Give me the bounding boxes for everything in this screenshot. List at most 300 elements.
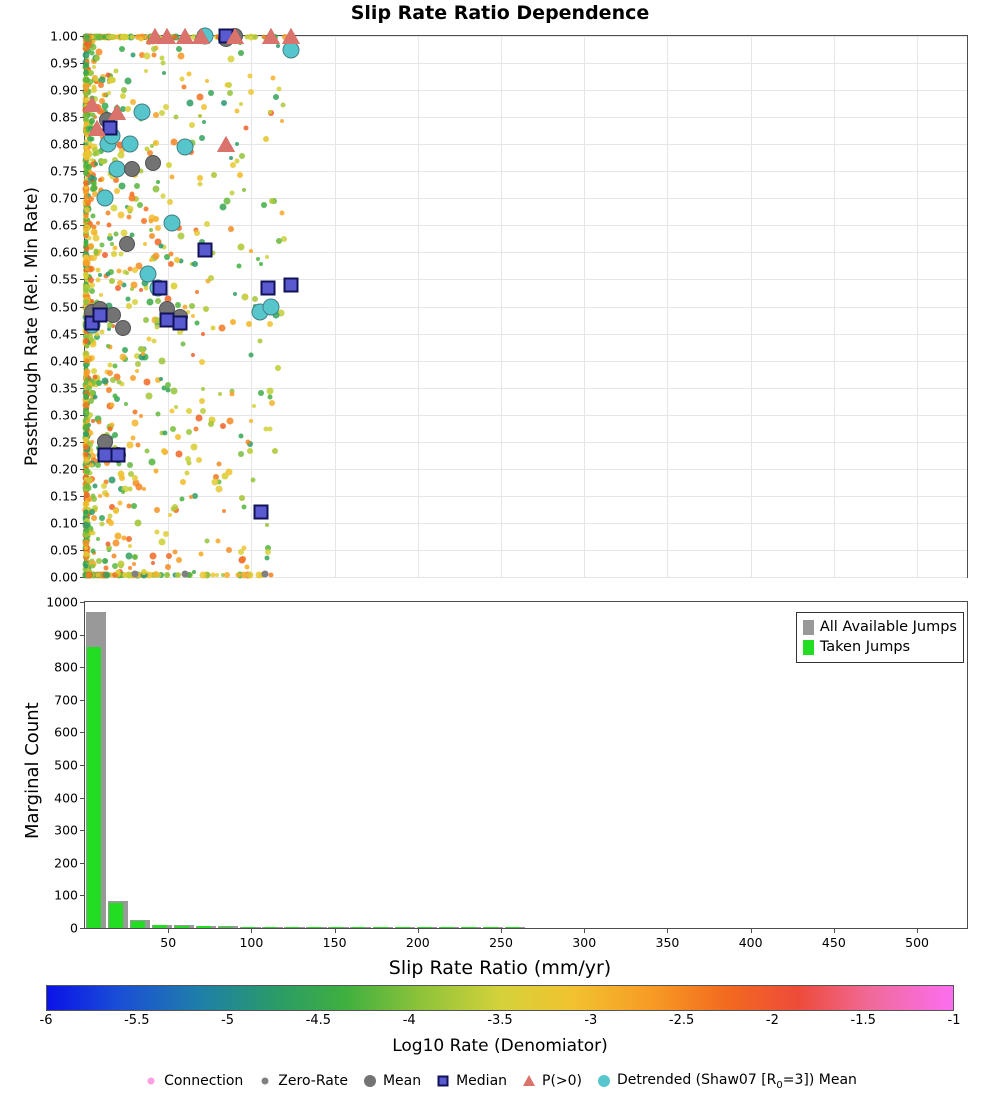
connection-point xyxy=(176,46,182,52)
connection-point xyxy=(92,65,96,69)
y-tick-mark xyxy=(80,928,84,929)
connection-point xyxy=(158,358,165,365)
y-tick-mark xyxy=(80,36,84,37)
connection-point xyxy=(99,293,103,297)
p-gt-zero-marker xyxy=(262,28,280,44)
connection-point xyxy=(208,421,214,427)
connection-point xyxy=(202,120,206,124)
mean-marker xyxy=(145,155,161,171)
connection-point xyxy=(175,302,181,308)
connection-point xyxy=(113,508,119,514)
connection-point xyxy=(139,414,143,418)
connection-point xyxy=(85,377,89,381)
histogram-y-tick-label: 600 xyxy=(54,724,78,740)
connection-point xyxy=(130,232,135,237)
connection-point xyxy=(196,457,202,463)
connection-point xyxy=(98,178,102,182)
histogram-bar-taken-jumps xyxy=(506,927,520,928)
connection-point xyxy=(114,188,120,194)
connection-point xyxy=(164,572,170,578)
connection-point xyxy=(166,553,172,559)
connection-point xyxy=(192,261,198,267)
scatter-y-tick-label: 0.30 xyxy=(50,407,78,423)
connection-point xyxy=(252,296,258,302)
connection-point xyxy=(84,34,90,40)
histogram-x-tick-label: 400 xyxy=(738,935,763,950)
connection-point xyxy=(110,402,115,407)
connection-point xyxy=(171,282,178,289)
y-tick-mark xyxy=(80,700,84,701)
connection-point xyxy=(228,226,234,232)
scatter-y-tick-label: 0.15 xyxy=(50,488,78,504)
connection-point xyxy=(235,109,240,114)
scatter-y-tick-label: 0.40 xyxy=(50,353,78,369)
connection-point xyxy=(117,561,124,568)
connection-point xyxy=(90,229,97,236)
connection-point xyxy=(210,325,215,330)
histogram-x-tick-label: 250 xyxy=(489,935,513,950)
connection-point xyxy=(141,218,147,224)
connection-point xyxy=(191,314,195,318)
connection-point xyxy=(112,553,117,558)
connection-point xyxy=(242,505,247,510)
connection-point xyxy=(152,185,159,192)
y-tick-mark xyxy=(80,388,84,389)
connection-point xyxy=(84,139,88,143)
connection-point xyxy=(84,483,90,489)
connection-point xyxy=(154,507,160,513)
connection-point xyxy=(195,290,199,294)
connection-point xyxy=(96,572,101,577)
connection-point xyxy=(238,50,244,56)
connection-point xyxy=(175,451,182,458)
connection-point xyxy=(112,540,119,547)
connection-point xyxy=(244,126,249,131)
connection-point xyxy=(176,557,182,563)
connection-point xyxy=(159,539,166,546)
connection-point xyxy=(162,430,167,435)
connection-point xyxy=(143,207,148,212)
y-tick-mark xyxy=(80,602,84,603)
connection-point xyxy=(86,419,90,423)
connection-point xyxy=(201,332,205,336)
y-tick-mark xyxy=(80,895,84,896)
connection-point xyxy=(187,100,194,107)
scatter-y-tick-label: 0.45 xyxy=(50,326,78,342)
connection-point xyxy=(105,492,110,497)
histogram-bar-taken-jumps xyxy=(87,647,101,928)
connection-point xyxy=(275,365,281,371)
connection-point xyxy=(132,267,138,273)
connection-point xyxy=(271,75,276,80)
connection-point xyxy=(122,347,128,353)
connection-point xyxy=(83,401,90,408)
connection-point xyxy=(96,267,101,272)
connection-point xyxy=(276,86,281,91)
connection-point xyxy=(160,193,165,198)
p-gt-zero-marker xyxy=(158,28,176,44)
histogram-x-tick-label: 100 xyxy=(239,935,264,950)
connection-point xyxy=(217,462,222,467)
scatter-y-tick-label: 0.65 xyxy=(50,217,78,233)
legend-label: Median xyxy=(456,1073,508,1090)
connection-point xyxy=(238,451,244,457)
connection-point xyxy=(90,494,95,499)
zero-rate-marker xyxy=(181,571,188,578)
connection-point xyxy=(218,392,222,396)
connection-point xyxy=(153,112,159,118)
connection-point xyxy=(248,353,253,358)
y-tick-mark xyxy=(80,469,84,470)
connection-point xyxy=(216,485,223,492)
colorbar-tick-label: -1 xyxy=(947,1013,961,1028)
p-gt-zero-marker xyxy=(83,96,101,112)
y-tick-mark xyxy=(80,415,84,416)
connection-point xyxy=(279,211,284,216)
connection-point xyxy=(272,448,278,454)
connection-point xyxy=(132,562,136,566)
connection-point xyxy=(96,34,102,40)
connection-point xyxy=(151,46,157,52)
connection-point xyxy=(138,36,143,41)
connection-point xyxy=(97,420,102,425)
legend-swatch xyxy=(803,620,814,635)
connection-point xyxy=(134,183,140,189)
connection-point xyxy=(112,393,117,398)
connection-point xyxy=(240,556,246,562)
connection-point xyxy=(168,513,172,517)
connection-point xyxy=(222,473,229,480)
histogram-y-tick-label: 0 xyxy=(70,920,78,936)
connection-point xyxy=(126,536,132,542)
connection-point xyxy=(222,509,226,513)
connection-point xyxy=(91,564,96,569)
connection-point xyxy=(211,479,218,486)
connection-point xyxy=(89,509,95,515)
histogram-x-tick-label: 500 xyxy=(905,935,929,950)
connection-point xyxy=(91,419,95,423)
connection-point xyxy=(221,100,227,106)
connection-point xyxy=(154,469,159,474)
connection-point xyxy=(137,202,143,208)
x-tick-mark xyxy=(917,928,918,933)
connection-point xyxy=(117,268,122,273)
mean-marker xyxy=(115,320,131,336)
connection-point xyxy=(98,273,102,277)
connection-point xyxy=(85,571,92,578)
scatter-y-tick-label: 0.80 xyxy=(50,136,78,152)
scatter-y-tick-label: 0.20 xyxy=(50,461,78,477)
connection-point xyxy=(127,462,133,468)
connection-point xyxy=(84,468,90,474)
connection-point xyxy=(141,352,145,356)
connection-point xyxy=(187,460,192,465)
connection-point xyxy=(112,364,117,369)
connection-point xyxy=(198,114,202,118)
connection-point xyxy=(171,506,176,511)
scatter-y-tick-label: 0.10 xyxy=(50,515,78,531)
connection-point xyxy=(163,104,169,110)
connection-point xyxy=(129,34,134,39)
p-gt-zero-marker xyxy=(192,28,210,44)
marker-legend xyxy=(0,1072,1000,1091)
connection-point xyxy=(83,368,90,375)
colorbar-tick-label: -1.5 xyxy=(850,1013,876,1028)
connection-point xyxy=(83,42,88,47)
connection-point xyxy=(245,439,250,444)
histogram-bar-taken-jumps xyxy=(352,927,366,928)
connection-point xyxy=(84,239,89,244)
connection-point xyxy=(135,484,142,491)
connection-point xyxy=(153,571,159,577)
connection-point xyxy=(246,321,252,327)
connection-point xyxy=(83,444,89,450)
legend-label: Detrended (Shaw07 $[R_0=3]$) Mean xyxy=(617,1072,857,1091)
connection-point xyxy=(99,243,104,248)
y-tick-mark xyxy=(80,667,84,668)
connection-point xyxy=(96,221,100,225)
connection-point xyxy=(143,53,150,60)
connection-point xyxy=(235,159,240,164)
connection-point xyxy=(205,538,210,543)
connection-point xyxy=(96,278,101,283)
connection-point xyxy=(249,249,253,253)
histogram-bar-taken-jumps xyxy=(440,927,454,928)
scatter-y-tick-label: 0.70 xyxy=(50,190,78,206)
connection-point xyxy=(201,387,205,391)
connection-point xyxy=(211,172,217,178)
histogram-bar-taken-jumps xyxy=(219,927,233,928)
legend-label: Connection xyxy=(164,1073,244,1090)
connection-point xyxy=(268,572,273,577)
connection-point xyxy=(106,387,112,393)
histogram-bar-taken-jumps xyxy=(286,927,300,928)
legend-item xyxy=(362,1073,421,1089)
connection-point xyxy=(170,387,177,394)
connection-point xyxy=(239,153,245,159)
connection-point xyxy=(94,55,100,61)
connection-point xyxy=(173,549,178,554)
histogram-x-tick-label: 300 xyxy=(572,935,597,950)
connection-point xyxy=(265,555,270,560)
connection-point xyxy=(136,442,141,447)
colorbar-axis-label: Log10 Rate (Denomiator) xyxy=(392,1036,608,1056)
y-tick-mark xyxy=(80,863,84,864)
connection-point xyxy=(153,252,160,259)
connection-point xyxy=(125,106,131,112)
connection-point xyxy=(250,477,255,482)
median-marker xyxy=(152,280,167,295)
connection-point xyxy=(258,338,263,343)
connection-point xyxy=(169,408,174,413)
scatter-y-tick-label: 1.00 xyxy=(50,28,78,44)
connection-point xyxy=(226,418,233,425)
connection-point xyxy=(125,77,132,84)
connection-point xyxy=(118,500,123,505)
connection-point xyxy=(186,408,192,414)
legend-item xyxy=(803,637,957,657)
connection-point xyxy=(111,251,117,257)
p-gt-zero-marker xyxy=(282,28,300,44)
connection-point xyxy=(198,551,203,556)
connection-point xyxy=(199,398,205,404)
connection-point xyxy=(196,415,203,422)
connection-point xyxy=(247,448,253,454)
connection-point xyxy=(152,52,157,57)
scatter-y-tick-label: 0.05 xyxy=(50,542,78,558)
connection-point xyxy=(248,89,254,95)
connection-point xyxy=(180,342,185,347)
connection-point xyxy=(263,136,269,142)
p-gt-zero-marker xyxy=(108,104,126,120)
y-tick-mark xyxy=(80,523,84,524)
connection-point-cloud xyxy=(85,36,967,577)
scatter-y-tick-label: 0.85 xyxy=(50,109,78,125)
connection-point xyxy=(144,286,149,291)
legend-marker xyxy=(362,1073,378,1089)
connection-point xyxy=(90,548,95,553)
connection-point xyxy=(230,319,236,325)
connection-point xyxy=(268,395,273,400)
connection-point xyxy=(94,162,98,166)
connection-point xyxy=(168,252,173,257)
connection-point xyxy=(191,443,198,450)
connection-point xyxy=(129,191,134,196)
connection-point xyxy=(99,515,105,521)
colorbar-tick-label: -6 xyxy=(39,1013,53,1028)
connection-point xyxy=(83,425,90,432)
connection-point xyxy=(200,571,207,578)
connection-point xyxy=(121,490,125,494)
y-tick-mark xyxy=(80,830,84,831)
connection-point xyxy=(84,199,88,203)
connection-point xyxy=(112,245,117,250)
connection-point xyxy=(189,122,195,128)
connection-point xyxy=(83,214,88,219)
circle-icon xyxy=(148,1078,155,1085)
connection-point xyxy=(153,216,159,222)
median-marker xyxy=(254,505,269,520)
connection-point xyxy=(199,359,205,365)
colorbar-tick-label: -2 xyxy=(765,1013,779,1028)
connection-point xyxy=(151,561,155,565)
connection-point xyxy=(83,189,89,195)
connection-point xyxy=(90,158,94,162)
connection-point xyxy=(247,571,254,578)
connection-point xyxy=(261,202,267,208)
connection-point xyxy=(105,210,110,215)
connection-point xyxy=(219,325,226,332)
connection-point xyxy=(269,198,275,204)
connection-point xyxy=(89,430,94,435)
connection-point xyxy=(84,343,89,348)
connection-point xyxy=(227,90,233,96)
connection-point xyxy=(132,299,138,305)
connection-point xyxy=(107,91,111,95)
histogram-bar-taken-jumps xyxy=(462,927,476,928)
x-tick-mark xyxy=(335,928,336,933)
connection-point xyxy=(163,531,169,537)
connection-point xyxy=(84,491,88,495)
histogram-x-tick-label: 150 xyxy=(322,935,347,950)
connection-point xyxy=(98,82,104,88)
connection-point xyxy=(130,99,136,105)
histogram-y-tick-label: 800 xyxy=(54,659,78,675)
connection-point xyxy=(197,175,203,181)
connection-point xyxy=(237,263,242,268)
connection-point xyxy=(141,569,147,575)
connection-point xyxy=(239,495,245,501)
zero-rate-marker xyxy=(131,571,138,578)
connection-point xyxy=(230,190,235,195)
connection-point xyxy=(153,140,159,146)
connection-point xyxy=(233,292,237,296)
y-tick-mark xyxy=(80,798,84,799)
connection-point xyxy=(174,405,178,409)
gridline-horizontal xyxy=(85,577,967,578)
legend-label: P(>0) xyxy=(542,1073,583,1090)
scatter-y-tick-label: 0.55 xyxy=(50,271,78,287)
median-marker xyxy=(261,280,276,295)
connection-point xyxy=(144,147,149,152)
connection-point xyxy=(144,379,151,386)
histogram-y-tick-label: 300 xyxy=(54,822,78,838)
p-gt-zero-marker xyxy=(176,28,194,44)
connection-point xyxy=(91,515,97,521)
connection-point xyxy=(208,90,214,96)
connection-point xyxy=(121,229,128,236)
connection-point xyxy=(96,537,100,541)
connection-point xyxy=(179,76,184,81)
connection-point xyxy=(118,251,123,256)
y-tick-mark xyxy=(80,171,84,172)
y-tick-mark xyxy=(80,442,84,443)
histogram-legend xyxy=(796,612,964,663)
histogram-x-tick-label: 50 xyxy=(160,935,177,950)
y-tick-mark xyxy=(80,63,84,64)
median-marker xyxy=(197,242,212,257)
legend-swatch xyxy=(803,640,814,655)
connection-point xyxy=(167,199,173,205)
histogram-bar-taken-jumps xyxy=(484,927,498,928)
histogram-bar-taken-jumps xyxy=(131,921,145,928)
y-tick-mark xyxy=(80,252,84,253)
connection-point xyxy=(226,547,232,553)
connection-point xyxy=(82,540,89,547)
scatter-y-tick-label: 0.00 xyxy=(50,569,78,585)
connection-point xyxy=(84,393,88,397)
scatter-plot-panel xyxy=(84,35,968,578)
y-tick-mark xyxy=(80,635,84,636)
circle-icon xyxy=(598,1075,610,1087)
histogram-bar-taken-jumps xyxy=(264,927,278,928)
median-marker xyxy=(92,307,107,322)
connection-point xyxy=(220,203,227,210)
histogram-panel xyxy=(84,601,968,929)
connection-point xyxy=(149,258,153,262)
connection-point xyxy=(258,390,264,396)
connection-point xyxy=(83,227,89,233)
connection-point xyxy=(89,288,95,294)
connection-point xyxy=(115,569,120,574)
connection-point xyxy=(166,162,172,168)
connection-point xyxy=(146,393,153,400)
connection-point xyxy=(93,483,98,488)
connection-point xyxy=(280,119,284,123)
connection-point xyxy=(142,487,146,491)
connection-point xyxy=(228,56,235,63)
detrended-mean-marker xyxy=(121,136,138,153)
